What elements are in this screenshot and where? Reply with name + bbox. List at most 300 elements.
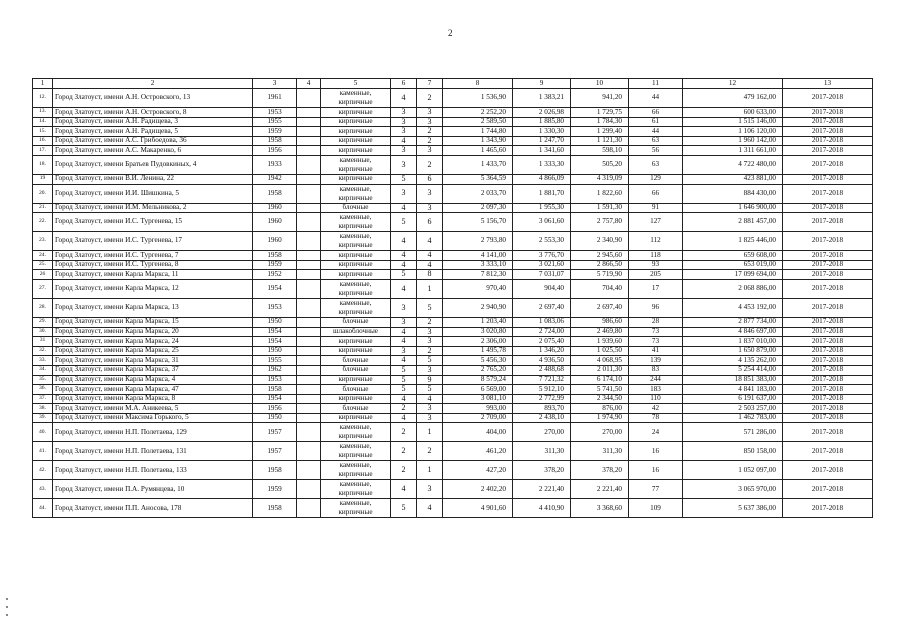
total-area-cell: 2 709,00	[443, 413, 513, 423]
year-built-cell: 1950	[253, 317, 297, 327]
year-built-cell: 1954	[253, 327, 297, 337]
residents-cell: 61	[629, 117, 683, 127]
residential-area-cell: 2 724,00	[513, 327, 571, 337]
table-row	[33, 480, 873, 499]
column-4-cell	[297, 108, 321, 118]
residents-cell: 139	[629, 356, 683, 366]
row-number: 34.	[33, 365, 53, 375]
repair-cost-cell: 1 052 097,00	[683, 461, 783, 480]
column-4-cell	[297, 356, 321, 366]
year-built-cell: 1961	[253, 89, 297, 108]
residential-area-cell: 1 955,30	[513, 203, 571, 213]
row-number: 43.	[33, 480, 53, 499]
entrances-cell: 3	[417, 117, 443, 127]
address-cell: Город Златоуст, имени Карла Маркса, 20	[53, 327, 253, 337]
repair-cost-cell: 18 851 383,00	[683, 375, 783, 385]
year-built-cell: 1954	[253, 337, 297, 347]
repair-cost-cell: 479 162,00	[683, 89, 783, 108]
column-header: 1	[33, 79, 53, 89]
owned-area-cell: 2 340,90	[571, 232, 629, 251]
year-built-cell: 1950	[253, 413, 297, 423]
residential-area-cell: 3 061,60	[513, 213, 571, 232]
row-number: 33.	[33, 356, 53, 366]
residents-cell: 42	[629, 404, 683, 414]
floors-cell: 4	[391, 413, 417, 423]
address-cell: Город Златоуст, имени А.Н. Радищева, 3	[53, 117, 253, 127]
wall-material-cell: кирпичные	[321, 270, 391, 280]
repair-period-cell: 2017-2018	[783, 413, 873, 423]
floors-cell: 3	[391, 346, 417, 356]
column-4-cell	[297, 251, 321, 261]
residents-cell: 16	[629, 461, 683, 480]
wall-material-cell: кирпичные	[321, 394, 391, 404]
address-cell: Город Златоуст, имени Н.П. Полетаева, 131	[53, 442, 253, 461]
total-area-cell: 2 589,50	[443, 117, 513, 127]
column-header: 11	[629, 79, 683, 89]
wall-material-cell: кирпичные	[321, 413, 391, 423]
residents-cell: 28	[629, 317, 683, 327]
total-area-cell: 404,00	[443, 423, 513, 442]
entrances-cell: 1	[417, 279, 443, 298]
wall-material-cell: кирпичные	[321, 337, 391, 347]
wall-material-cell: каменные, кирпичные	[321, 213, 391, 232]
wall-material-cell: блочные	[321, 203, 391, 213]
table-row	[33, 213, 873, 232]
floors-cell: 2	[391, 442, 417, 461]
entrances-cell: 1	[417, 461, 443, 480]
table-row	[33, 327, 873, 337]
row-number: 21.	[33, 203, 53, 213]
row-number: 36.	[33, 385, 53, 395]
year-built-cell: 1953	[253, 375, 297, 385]
repair-period-cell: 2017-2018	[783, 232, 873, 251]
entrances-cell: 4	[417, 251, 443, 261]
column-4-cell	[297, 317, 321, 327]
entrances-cell: 4	[417, 232, 443, 251]
address-cell: Город Златоуст, имени И.С. Тургенева, 7	[53, 251, 253, 261]
repair-cost-cell: 6 191 637,00	[683, 394, 783, 404]
residents-cell: 73	[629, 337, 683, 347]
residents-cell: 91	[629, 203, 683, 213]
residential-area-cell: 2 772,99	[513, 394, 571, 404]
total-area-cell: 1 744,80	[443, 127, 513, 137]
year-built-cell: 1958	[253, 136, 297, 146]
row-number: 22.	[33, 213, 53, 232]
wall-material-cell: кирпичные	[321, 375, 391, 385]
repair-period-cell: 2017-2018	[783, 385, 873, 395]
wall-material-cell: шлакоблочные	[321, 327, 391, 337]
owned-area-cell: 270,00	[571, 423, 629, 442]
wall-material-cell: каменные, кирпичные	[321, 442, 391, 461]
table-row	[33, 89, 873, 108]
floors-cell: 4	[391, 251, 417, 261]
entrances-cell: 3	[417, 203, 443, 213]
column-header: 7	[417, 79, 443, 89]
owned-area-cell: 876,00	[571, 404, 629, 414]
table-row	[33, 270, 873, 280]
repair-cost-cell: 1 960 142,00	[683, 136, 783, 146]
repair-period-cell: 2017-2018	[783, 356, 873, 366]
residents-cell: 24	[629, 423, 683, 442]
residential-area-cell: 4 410,90	[513, 499, 571, 518]
total-area-cell: 1 536,90	[443, 89, 513, 108]
table-row	[33, 136, 873, 146]
repair-cost-cell: 423 881,00	[683, 174, 783, 184]
table-row	[33, 146, 873, 156]
owned-area-cell: 2 757,80	[571, 213, 629, 232]
repair-cost-cell: 571 286,00	[683, 423, 783, 442]
repair-period-cell: 2017-2018	[783, 423, 873, 442]
residents-cell: 17	[629, 279, 683, 298]
table-row	[33, 279, 873, 298]
total-area-cell: 4 141,00	[443, 251, 513, 261]
column-4-cell	[297, 203, 321, 213]
table-body	[33, 79, 873, 518]
table-row	[33, 423, 873, 442]
address-cell: Город Златоуст, имени М.А. Аникеева, 5	[53, 404, 253, 414]
repair-cost-cell: 1 515 146,00	[683, 117, 783, 127]
row-number: 31	[33, 337, 53, 347]
residential-area-cell: 2 026,98	[513, 108, 571, 118]
floors-cell: 3	[391, 298, 417, 317]
floors-cell: 5	[391, 174, 417, 184]
repair-cost-cell: 2 877 734,00	[683, 317, 783, 327]
owned-area-cell: 1 784,30	[571, 117, 629, 127]
repair-cost-cell: 4 841 183,00	[683, 385, 783, 395]
column-header: 9	[513, 79, 571, 89]
wall-material-cell: блочные	[321, 365, 391, 375]
total-area-cell: 3 081,10	[443, 394, 513, 404]
column-header: 6	[391, 79, 417, 89]
repair-cost-cell: 3 065 970,00	[683, 480, 783, 499]
entrances-cell: 3	[417, 108, 443, 118]
year-built-cell: 1959	[253, 480, 297, 499]
row-number: 17.	[33, 146, 53, 156]
entrances-cell: 4	[417, 499, 443, 518]
address-cell: Город Златоуст, имени Максима Горького, 5	[53, 413, 253, 423]
floors-cell: 4	[391, 260, 417, 270]
repair-period-cell: 2017-2018	[783, 480, 873, 499]
table-row	[33, 108, 873, 118]
owned-area-cell: 2 945,60	[571, 251, 629, 261]
repair-period-cell: 2017-2018	[783, 346, 873, 356]
entrances-cell: 3	[417, 327, 443, 337]
column-header: 12	[683, 79, 783, 89]
row-number: 42.	[33, 461, 53, 480]
year-built-cell: 1959	[253, 127, 297, 137]
address-cell: Город Златоуст, имени Карла Маркса, 31	[53, 356, 253, 366]
address-cell: Город Златоуст, имени Братьев Пудовкиных, 4	[53, 155, 253, 174]
row-number: 35.	[33, 375, 53, 385]
repair-period-cell: 2017-2018	[783, 117, 873, 127]
row-number: 25.	[33, 260, 53, 270]
year-built-cell: 1952	[253, 270, 297, 280]
entrances-cell: 8	[417, 270, 443, 280]
residents-cell: 66	[629, 108, 683, 118]
entrances-cell: 9	[417, 375, 443, 385]
table-row	[33, 385, 873, 395]
table-row	[33, 174, 873, 184]
year-built-cell: 1960	[253, 232, 297, 251]
wall-material-cell: блочные	[321, 404, 391, 414]
address-cell: Город Златоуст, имени Карла Маркса, 25	[53, 346, 253, 356]
entrances-cell: 1	[417, 423, 443, 442]
repair-period-cell: 2017-2018	[783, 108, 873, 118]
total-area-cell: 2 252,20	[443, 108, 513, 118]
table-row	[33, 394, 873, 404]
row-number: 24.	[33, 251, 53, 261]
residential-area-cell: 3 021,60	[513, 260, 571, 270]
address-cell: Город Златоуст, имени Карла Маркса, 8	[53, 394, 253, 404]
floors-cell: 5	[391, 375, 417, 385]
wall-material-cell: блочные	[321, 385, 391, 395]
address-cell: Город Златоуст, имени И.С. Тургенева, 15	[53, 213, 253, 232]
owned-area-cell: 2 866,50	[571, 260, 629, 270]
total-area-cell: 1 343,90	[443, 136, 513, 146]
residents-cell: 244	[629, 375, 683, 385]
repair-cost-cell: 4 453 192,00	[683, 298, 783, 317]
residential-area-cell: 1 083,06	[513, 317, 571, 327]
residential-area-cell: 1 333,30	[513, 155, 571, 174]
column-4-cell	[297, 279, 321, 298]
address-cell: Город Златоуст, имени И.И. Шишкина, 5	[53, 184, 253, 203]
total-area-cell: 5 456,30	[443, 356, 513, 366]
column-4-cell	[297, 499, 321, 518]
entrances-cell: 4	[417, 394, 443, 404]
residential-area-cell: 1 881,70	[513, 184, 571, 203]
entrances-cell: 3	[417, 404, 443, 414]
repair-period-cell: 2017-2018	[783, 260, 873, 270]
owned-area-cell: 2 011,30	[571, 365, 629, 375]
residential-area-cell: 893,70	[513, 404, 571, 414]
row-number: 18.	[33, 155, 53, 174]
floors-cell: 5	[391, 499, 417, 518]
column-header: 13	[783, 79, 873, 89]
floors-cell: 4	[391, 89, 417, 108]
residential-area-cell: 904,40	[513, 279, 571, 298]
total-area-cell: 1 203,40	[443, 317, 513, 327]
wall-material-cell: кирпичные	[321, 127, 391, 137]
residential-area-cell: 378,20	[513, 461, 571, 480]
residential-area-cell: 5 912,10	[513, 385, 571, 395]
owned-area-cell: 2 697,40	[571, 298, 629, 317]
repair-cost-cell: 2 068 886,00	[683, 279, 783, 298]
total-area-cell: 1 495,78	[443, 346, 513, 356]
owned-area-cell: 1 025,50	[571, 346, 629, 356]
floors-cell: 5	[391, 385, 417, 395]
owned-area-cell: 505,20	[571, 155, 629, 174]
address-cell: Город Златоуст, имени Н.П. Полетаева, 129	[53, 423, 253, 442]
entrances-cell: 2	[417, 442, 443, 461]
column-4-cell	[297, 480, 321, 499]
residents-cell: 93	[629, 260, 683, 270]
floors-cell: 3	[391, 127, 417, 137]
column-4-cell	[297, 270, 321, 280]
wall-material-cell: каменные, кирпичные	[321, 155, 391, 174]
wall-material-cell: блочные	[321, 317, 391, 327]
residents-cell: 63	[629, 155, 683, 174]
floors-cell: 2	[391, 404, 417, 414]
residents-cell: 77	[629, 480, 683, 499]
owned-area-cell: 2 469,80	[571, 327, 629, 337]
residents-cell: 41	[629, 346, 683, 356]
page-number: 2	[448, 28, 453, 38]
column-header: 3	[253, 79, 297, 89]
year-built-cell: 1958	[253, 461, 297, 480]
address-cell: Город Златоуст, имени Карла Маркса, 4	[53, 375, 253, 385]
row-number: 39.	[33, 413, 53, 423]
total-area-cell: 1 465,60	[443, 146, 513, 156]
year-built-cell: 1954	[253, 279, 297, 298]
total-area-cell: 2 940,90	[443, 298, 513, 317]
address-cell: Город Златоуст, имени А.Н. Островского, 13	[53, 89, 253, 108]
total-area-cell: 5 364,59	[443, 174, 513, 184]
table-row	[33, 260, 873, 270]
table-row	[33, 203, 873, 213]
repair-period-cell: 2017-2018	[783, 213, 873, 232]
floors-cell: 3	[391, 317, 417, 327]
total-area-cell: 2 097,30	[443, 203, 513, 213]
column-4-cell	[297, 327, 321, 337]
column-header: 2	[53, 79, 253, 89]
residential-area-cell: 4 936,50	[513, 356, 571, 366]
year-built-cell: 1953	[253, 108, 297, 118]
row-number: 14.	[33, 117, 53, 127]
entrances-cell: 5	[417, 385, 443, 395]
column-4-cell	[297, 385, 321, 395]
owned-area-cell: 311,30	[571, 442, 629, 461]
floors-cell: 3	[391, 184, 417, 203]
column-4-cell	[297, 337, 321, 347]
floors-cell: 2	[391, 423, 417, 442]
table-row	[33, 346, 873, 356]
total-area-cell: 7 812,30	[443, 270, 513, 280]
year-built-cell: 1960	[253, 213, 297, 232]
owned-area-cell: 1 939,60	[571, 337, 629, 347]
residential-area-cell: 1 247,70	[513, 136, 571, 146]
table-row	[33, 117, 873, 127]
floors-cell: 4	[391, 232, 417, 251]
residents-cell: 66	[629, 184, 683, 203]
repair-period-cell: 2017-2018	[783, 499, 873, 518]
row-number: 28.	[33, 298, 53, 317]
column-header: 10	[571, 79, 629, 89]
scan-edge-mark	[6, 614, 8, 616]
owned-area-cell: 4 068,95	[571, 356, 629, 366]
total-area-cell: 2 402,20	[443, 480, 513, 499]
repair-period-cell: 2017-2018	[783, 442, 873, 461]
column-4-cell	[297, 213, 321, 232]
residents-cell: 44	[629, 89, 683, 108]
entrances-cell: 6	[417, 174, 443, 184]
row-number: 23.	[33, 232, 53, 251]
total-area-cell: 970,40	[443, 279, 513, 298]
column-4-cell	[297, 394, 321, 404]
table-row	[33, 499, 873, 518]
column-number-row	[33, 79, 873, 89]
residents-cell: 109	[629, 499, 683, 518]
repair-cost-cell: 1 825 446,00	[683, 232, 783, 251]
column-4-cell	[297, 423, 321, 442]
floors-cell: 3	[391, 117, 417, 127]
year-built-cell: 1955	[253, 117, 297, 127]
residential-area-cell: 270,00	[513, 423, 571, 442]
column-4-cell	[297, 461, 321, 480]
owned-area-cell: 1 591,30	[571, 203, 629, 213]
year-built-cell: 1950	[253, 346, 297, 356]
table-row	[33, 413, 873, 423]
table-row	[33, 251, 873, 261]
table-row	[33, 404, 873, 414]
column-4-cell	[297, 89, 321, 108]
column-header: 4	[297, 79, 321, 89]
floors-cell: 3	[391, 146, 417, 156]
wall-material-cell: кирпичные	[321, 117, 391, 127]
floors-cell: 4	[391, 279, 417, 298]
repair-cost-cell: 5 254 414,00	[683, 365, 783, 375]
wall-material-cell: кирпичные	[321, 346, 391, 356]
repair-period-cell: 2017-2018	[783, 404, 873, 414]
repair-cost-cell: 1 106 120,00	[683, 127, 783, 137]
repair-cost-cell: 659 608,00	[683, 251, 783, 261]
repair-period-cell: 2017-2018	[783, 365, 873, 375]
total-area-cell: 2 306,00	[443, 337, 513, 347]
repair-period-cell: 2017-2018	[783, 203, 873, 213]
row-number: 16.	[33, 136, 53, 146]
row-number: 29.	[33, 317, 53, 327]
wall-material-cell: кирпичные	[321, 108, 391, 118]
floors-cell: 4	[391, 203, 417, 213]
row-number: 19	[33, 174, 53, 184]
row-number: 12.	[33, 89, 53, 108]
repair-cost-cell: 2 503 257,00	[683, 404, 783, 414]
address-cell: Город Златоуст, имени Карла Маркса, 13	[53, 298, 253, 317]
total-area-cell: 2 765,20	[443, 365, 513, 375]
entrances-cell: 2	[417, 127, 443, 137]
repair-period-cell: 2017-2018	[783, 89, 873, 108]
column-4-cell	[297, 155, 321, 174]
repair-cost-cell: 1 311 661,00	[683, 146, 783, 156]
repair-period-cell: 2017-2018	[783, 146, 873, 156]
repair-cost-cell: 1 650 879,00	[683, 346, 783, 356]
repair-period-cell: 2017-2018	[783, 337, 873, 347]
residents-cell: 205	[629, 270, 683, 280]
owned-area-cell: 986,60	[571, 317, 629, 327]
column-4-cell	[297, 174, 321, 184]
owned-area-cell: 1 729,75	[571, 108, 629, 118]
floors-cell: 4	[391, 327, 417, 337]
address-cell: Город Златоуст, имени А.С. Грибоедова, 36	[53, 136, 253, 146]
address-cell: Город Златоуст, имени Н.П. Полетаева, 133	[53, 461, 253, 480]
year-built-cell: 1956	[253, 146, 297, 156]
wall-material-cell: каменные, кирпичные	[321, 499, 391, 518]
residential-area-cell: 2 075,40	[513, 337, 571, 347]
repair-period-cell: 2017-2018	[783, 251, 873, 261]
year-built-cell: 1933	[253, 155, 297, 174]
floors-cell: 4	[391, 480, 417, 499]
repair-period-cell: 2017-2018	[783, 270, 873, 280]
residents-cell: 78	[629, 413, 683, 423]
wall-material-cell: кирпичные	[321, 146, 391, 156]
residential-area-cell: 1 341,60	[513, 146, 571, 156]
column-4-cell	[297, 365, 321, 375]
repair-period-cell: 2017-2018	[783, 327, 873, 337]
total-area-cell: 3 020,80	[443, 327, 513, 337]
wall-material-cell: каменные, кирпичные	[321, 232, 391, 251]
column-4-cell	[297, 117, 321, 127]
residents-cell: 56	[629, 146, 683, 156]
residential-area-cell: 7 721,32	[513, 375, 571, 385]
